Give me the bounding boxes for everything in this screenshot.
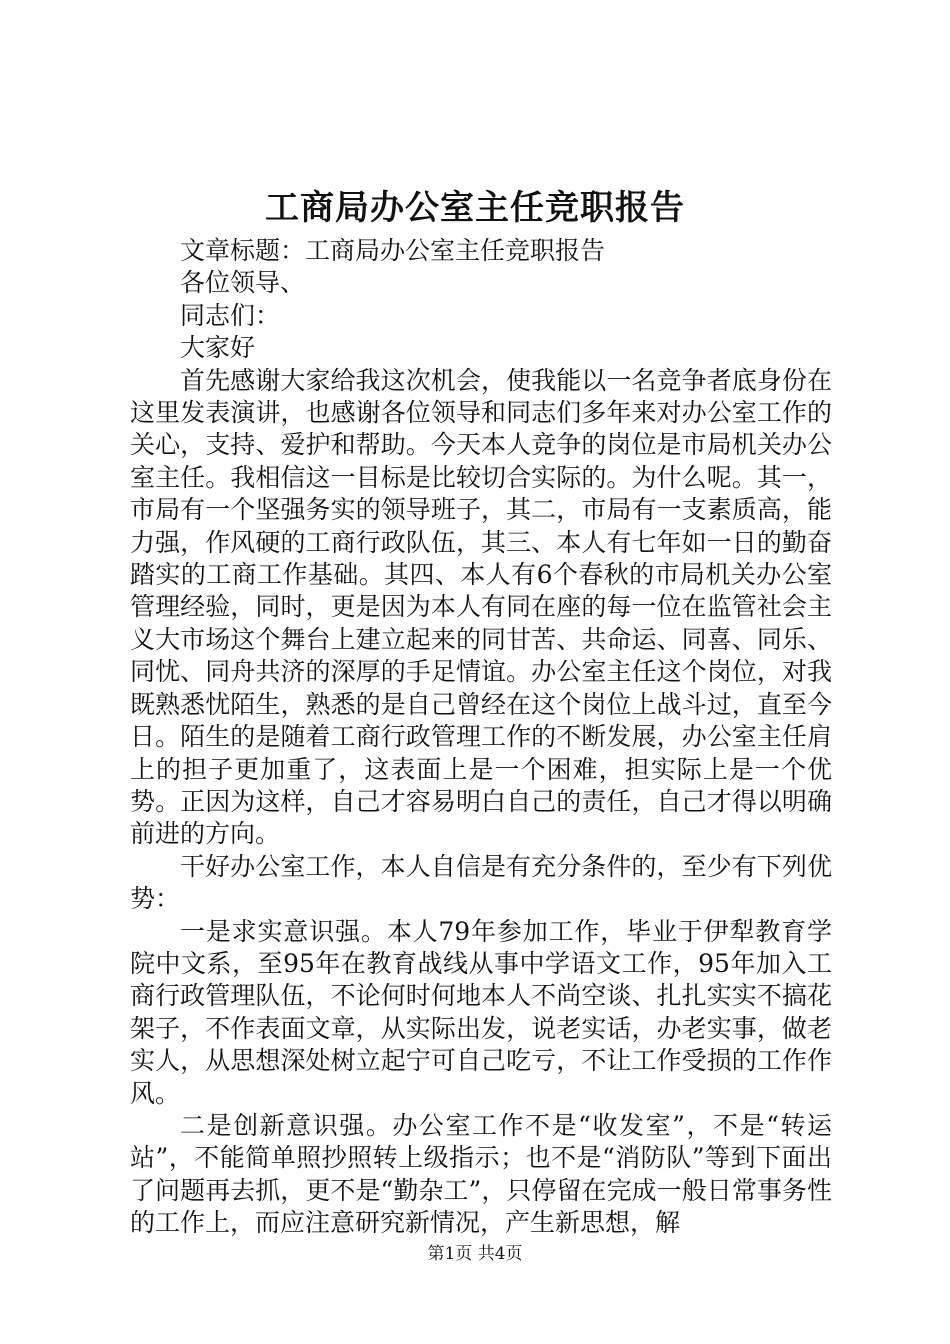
paragraph-introduction: 首先感谢大家给我这次机会，使我能以一名竞争者底身份在这里发表演讲，也感谢各位领导和同志们多年来对办公室工作的关心，支持、爱护和帮助。今天本人竞争的岗位是市局机关办公室主任。我相信这一目标是比较切合实际的。为什么呢。其一，市局有一个坚强务实的领导班子，其二，市局有一支素质高，能力强，作风硬的工商行政队伍，其三、本人有七年如一日的勤奋踏实的工商工作基础。其四、本人有6个春秋的市局机关办公室管理经验，同时，更是因为本人有同在座的每一位在监管社会主义大市场这个舞台上建立起来的同甘苦、共命运、同喜、同乐、同忧、同舟共济的深厚的手足情谊。办公室主任这个岗位，对我既熟悉忧陌生，熟悉的是自己曾经在这个岗位上战斗过，直至今日。陌生的是随着工商行政管理工作的不断发展，办公室主任肩上的担子更加重了，这表面上是一个困难，担实际上是一个优势。正因为这样，自己才容易明白自己的责任，自己才得以明确前进的方向。 (130, 365, 832, 849)
document-title: 工商局办公室主任竞职报告 (265, 188, 685, 228)
paragraph-salutation-leaders: 各位领导、 (180, 268, 306, 298)
paragraph-article-title: 文章标题：工商局办公室主任竞职报告 (180, 236, 606, 265)
paragraph-advantage-one: 一是求实意识强。本人79年参加工作，毕业于伊犁教育学院中文系，至95年在教育战线从事中学语文工作，95年加入工商行政管理队伍，不论何时何地本人不尚空谈、扎扎实实不搞花架子，不作表面文章，从实际出发，说老实话，办老实事，做老实人，从思想深处树立起宁可自己吃亏，不让工作受损的工作作风。 (130, 916, 832, 1108)
document-body (130, 235, 832, 1240)
paragraph-greeting: 大家好 (180, 333, 256, 363)
paragraph-advantage-two: 二是创新意识强。办公室工作不是“收发室”，不是“转运站”，不能简单照抄照转上级指示；也不是“消防队”等到下面出了问题再去抓，更不是“勤杂工”，只停留在完成一般日常事务性的工作上，而应注意研究新情况，产生新思想，解 (130, 1110, 832, 1238)
page-number-footer: 第1页 共4页 (427, 1244, 523, 1264)
paragraph-salutation-comrades: 同志们： (180, 300, 281, 330)
paragraph-advantages-intro: 干好办公室工作，本人自信是有充分条件的，至少有下列优势： (130, 851, 832, 914)
